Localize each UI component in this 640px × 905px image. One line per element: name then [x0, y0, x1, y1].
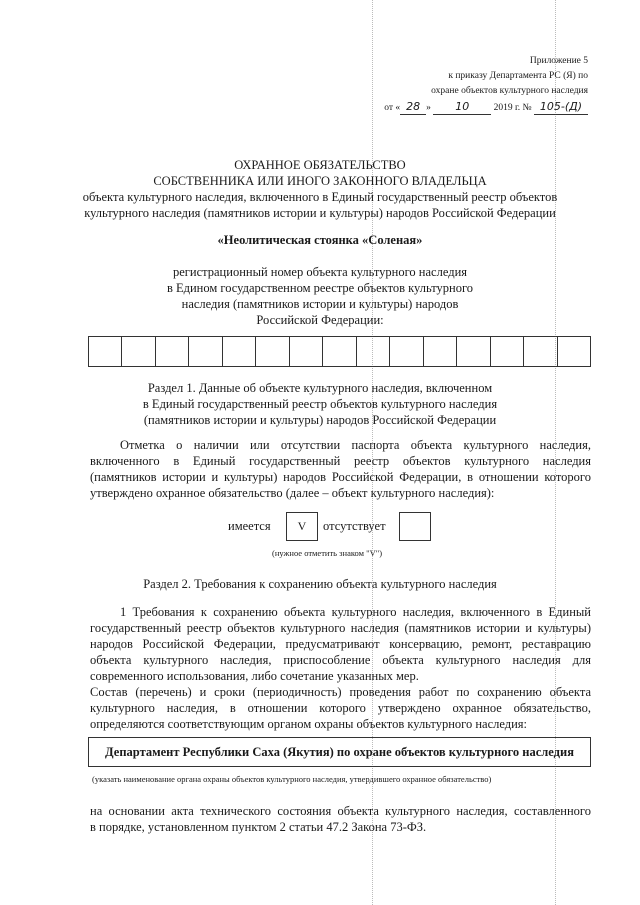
date-day: 28 — [400, 99, 426, 115]
order-number: 105-(Д) — [534, 99, 588, 115]
reg-number-cell[interactable] — [323, 337, 356, 366]
department-name: Департамент Республики Саха (Якутия) по охране объектов культурного наследия — [105, 744, 574, 759]
appendix-line-2: к приказу Департамента РС (Я) по — [448, 71, 588, 81]
date-month: 10 — [433, 99, 491, 115]
reg-number-caption: регистрационный номер объекта культурного наследия в Едином государственном реестре объектов культурного наследия (памятников истории и культуры) народов Российской Федерации: — [166, 265, 474, 327]
appendix-block — [328, 54, 588, 116]
passport-hint: (нужное отметить знаком "V") — [272, 548, 383, 558]
reg-number-cell[interactable] — [290, 337, 323, 366]
passport-absent-label: отсутствует — [323, 519, 386, 533]
passport-exists-checkbox[interactable]: V — [286, 512, 318, 541]
section-2-paragraph-3: на основании акта технического состояния объекта культурного наследия, составленного в порядке, установленном пунктом 2 статьи 47.2 Закона 73-ФЗ. — [90, 804, 591, 834]
section-1-heading: Раздел 1. Данные об объекте культурного наследия, включенном в Единый государственный реестр объектов культурного наследия (памятников истории и культуры) народов Российской Федерации — [142, 381, 498, 427]
reg-number-cell[interactable] — [558, 337, 590, 366]
reg-number-cell[interactable] — [189, 337, 222, 366]
reg-number-cell[interactable] — [424, 337, 457, 366]
reg-number-cell[interactable] — [256, 337, 289, 366]
reg-number-cell[interactable] — [122, 337, 155, 366]
reg-number-cell[interactable] — [457, 337, 490, 366]
section-2-paragraph-1: 1 Требования к сохранению объекта культурного наследия, включенного в Единый государственный реестр объектов культурного наследия (памятников истории и культуры) народов Российской Федерации, предусматривают консервацию, ремонт, реставрацию объекта культурного наследия, приспособление объекта культурного наследия для современного использования, либо сочетание указанных мер. Состав (перечень) и сроки (периодичность) проведения работ по сохранению объекта культурного наследия, в отношении которого утверждено охранное обязательство, определяются соответствующим органом охраны объектов культурного наследия: — [90, 605, 591, 731]
document-title — [0, 157, 640, 221]
reg-number-cell[interactable] — [156, 337, 189, 366]
passport-paragraph: Отметка о наличии или отсутствии паспорта объекта культурного наследия, включенного в Единый государственный реестр объектов культурного наследия (памятников истории и культуры) народов Российской Федерации, в отношении которого утверждено охранное обязательство (далее – объект культурного наследия): — [90, 438, 591, 500]
reg-number-cell[interactable] — [357, 337, 390, 366]
reg-number-cell[interactable] — [223, 337, 256, 366]
reg-number-cell[interactable] — [89, 337, 122, 366]
reg-number-cell[interactable] — [390, 337, 423, 366]
title-line-2: СОБСТВЕННИКА ИЛИ ИНОГО ЗАКОННОГО ВЛАДЕЛЬЦА — [153, 174, 487, 188]
appendix-line-3: охране объектов культурного наследия — [431, 86, 588, 96]
title-line-3: объекта культурного наследия, включенного в Единый государственный реестр объектов — [82, 190, 558, 204]
appendix-line-1: Приложение 5 — [529, 56, 588, 66]
passport-exists-label: имеется — [228, 519, 271, 533]
section-2-heading: Раздел 2. Требования к сохранению объекта культурного наследия — [143, 577, 497, 591]
object-name: «Неолитическая стоянка «Соленая» — [217, 233, 423, 247]
reg-number-grid — [88, 336, 591, 367]
reg-number-cell[interactable] — [491, 337, 524, 366]
title-line-1: ОХРАННОЕ ОБЯЗАТЕЛЬСТВО — [234, 158, 406, 172]
passport-absent-checkbox[interactable] — [399, 512, 431, 541]
department-name-box — [88, 737, 591, 767]
appendix-date-line: от « 28 » 10 2019 г. № 105-(Д) — [328, 99, 588, 116]
reg-number-cell[interactable] — [524, 337, 557, 366]
title-line-4: культурного наследия (памятников истории и культуры) народов Российской Федерации — [84, 206, 556, 220]
department-hint: (указать наименование органа охраны объектов культурного наследия, утвердившего охранное обязательство) — [92, 774, 492, 784]
